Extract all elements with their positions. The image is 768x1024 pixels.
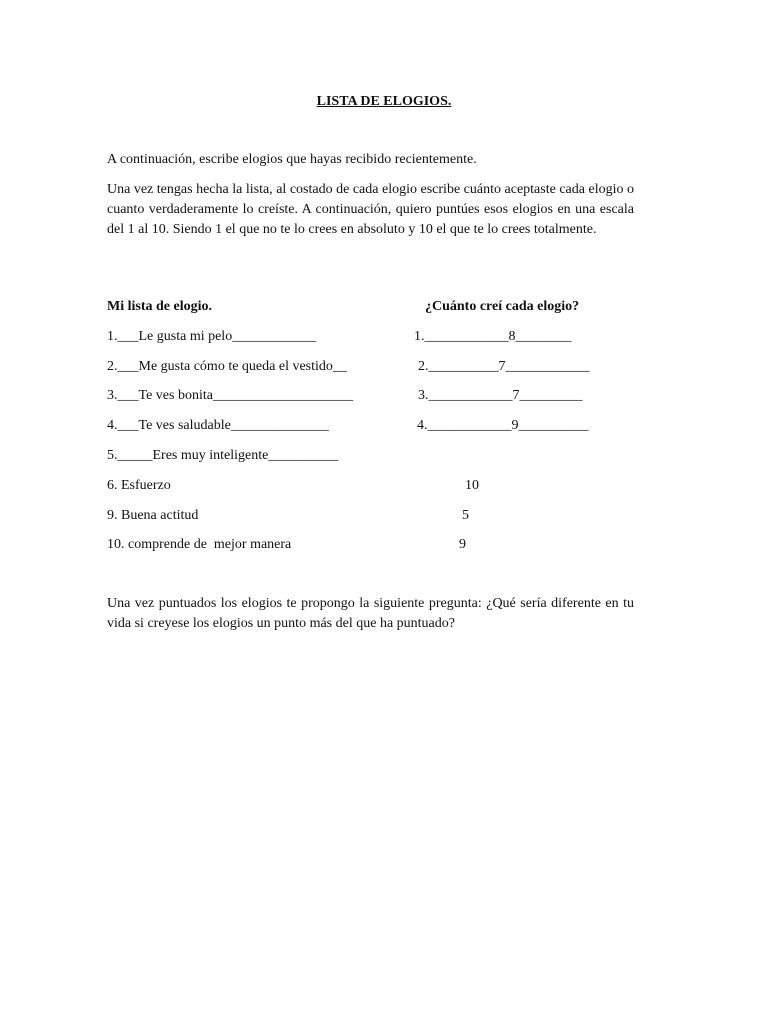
compliment-item: 6. Esfuerzo [107, 478, 171, 493]
compliment-item: 4.___Te ves saludable______________ [107, 418, 329, 433]
score-item: 4.____________9__________ [417, 418, 589, 433]
left-column-heading: Mi lista de elogio. [107, 299, 212, 314]
right-column-heading: ¿Cuánto creí cada elogio? [425, 299, 580, 314]
page-title: LISTA DE ELOGIOS. [316, 94, 452, 109]
closing-question: Una vez puntuados los elogios te propongo la siguiente pregunta: ¿Qué sería diferente en tu vida si creyese los elogios un punto más del que ha puntuado? [107, 596, 634, 631]
score-item: 1.____________8________ [414, 329, 572, 344]
intro-text: A continuación, escribe elogios que hayas recibido recientemente. [107, 152, 477, 167]
compliment-item: 1.___Le gusta mi pelo____________ [107, 329, 317, 344]
score-item: 3.____________7_________ [418, 388, 583, 403]
score-item: 9 [459, 537, 466, 552]
compliment-item: 10. comprende de mejor manera [107, 537, 292, 552]
compliment-item: 3.___Te ves bonita____________________ [107, 388, 353, 403]
compliment-item: 5._____Eres muy inteligente__________ [107, 448, 339, 463]
instructions-text: Una vez tengas hecha la lista, al costado de cada elogio escribe cuánto aceptaste cada elogio o cuanto verdaderamente lo creíste. A continuación, quiero puntúes esos elogios en una escala del 1 al 10. Siendo 1 el que no te lo crees en absoluto y 10 el que te lo crees totalmente. [107, 182, 634, 237]
score-item: 2.__________7____________ [418, 359, 590, 374]
score-item: 5 [462, 508, 469, 523]
compliment-item: 9. Buena actitud [107, 508, 199, 523]
compliment-item: 2.___Me gusta cómo te queda el vestido__ [107, 359, 347, 374]
score-item: 10 [465, 478, 479, 493]
